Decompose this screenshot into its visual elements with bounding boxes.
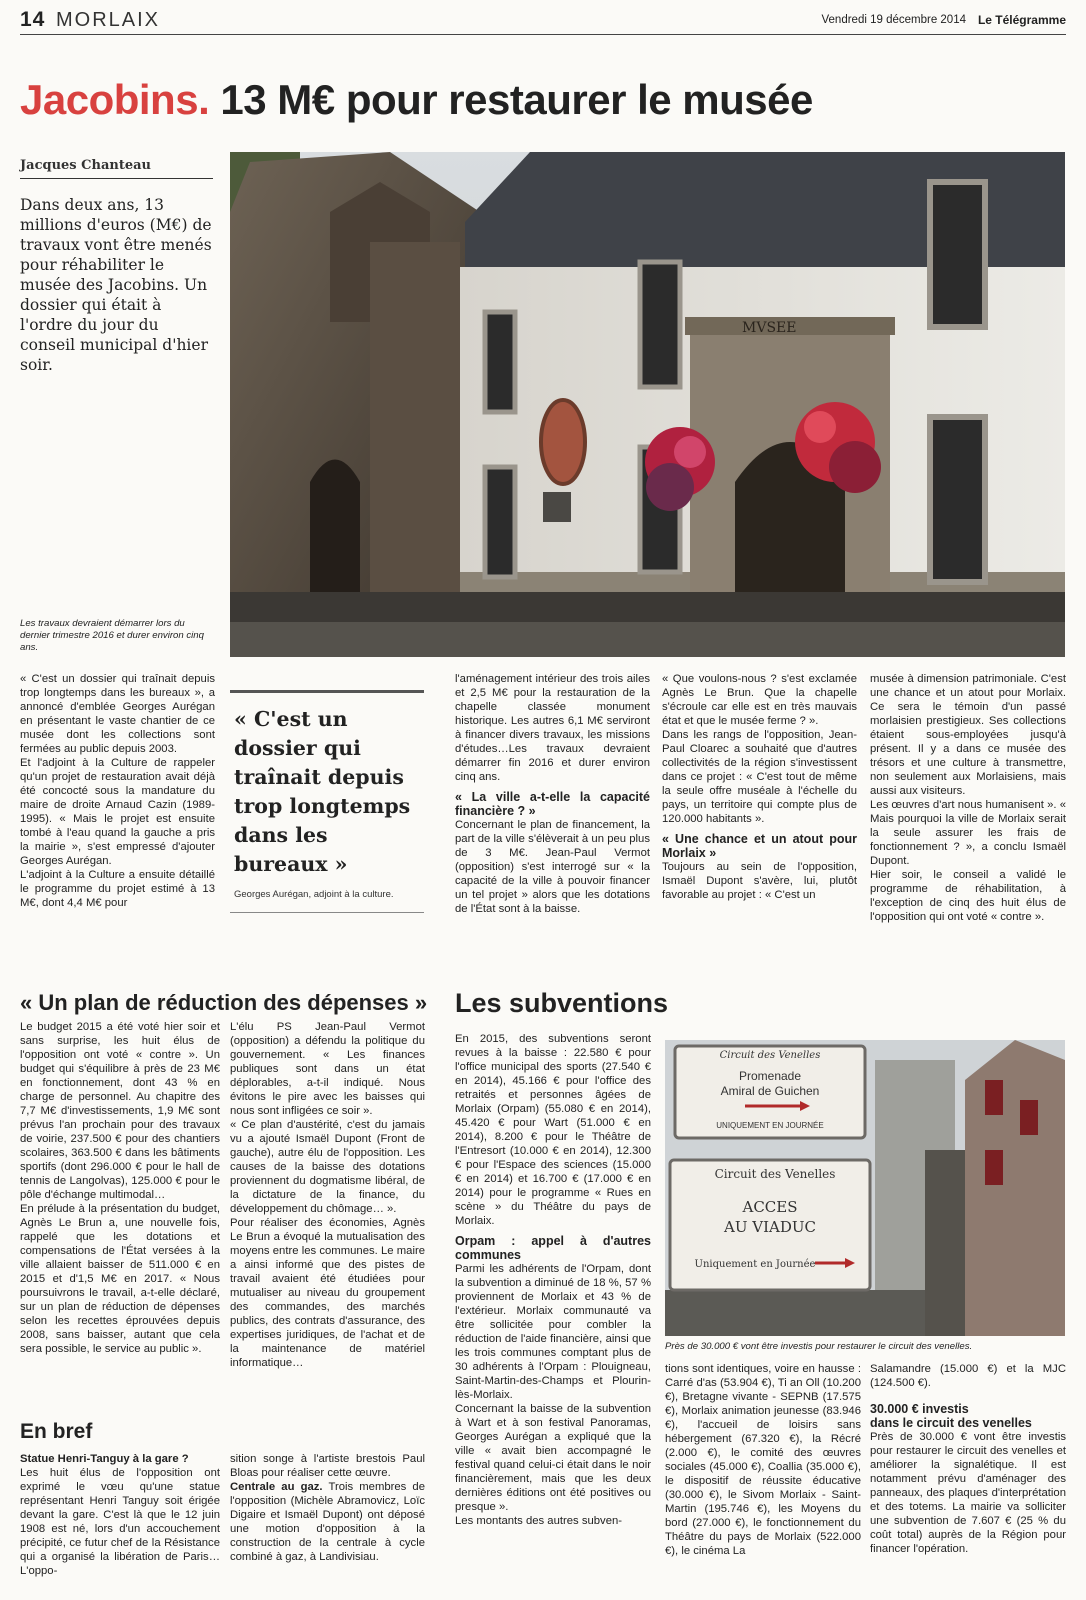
article-column-4: « Que voulons-nous ? s'est exclamée Agnès Le Brun. Que la chapelle s'écroule car elle est en très mauvais état et que le musée ferme ? ». Dans les rangs de l'opposition, Jean-Paul Cloarec a souhaité que d'autres collectivités de la région s'investissent dans ce projet : « C'est tout de même la seule offre muséale à l'échelle du pays, un territoire qui compte plus de 120.000 habitants ». « Une chance et un atout pour Morlaix » Toujours au sein de l'opposition, Ismaël Dupont s'avère, lui, plutôt favorable au projet : « C'est un (662, 673, 857, 901)
page-header (20, 6, 1066, 35)
brief-column-2: sition songe à l'artiste brestois Paul Bloas pour réaliser cette œuvre. Centrale au gaz. Trois membres de l'opposition (Michèle Abramovicz, Loïc Digaire et Ismaël Dupont) ont déposé une motion d'opposition à la construction de la centrale à cycle combiné à gaz, à Landivisiau. (230, 1453, 426, 1563)
museum-sign-text: MVSEE (742, 320, 797, 336)
sign2-line2: AU VIADUC (724, 1218, 816, 1236)
subsidies-title: Les subventions (455, 988, 669, 1018)
article-column-3: l'aménagement intérieur des trois ailes et 2,5 M€ pour la restauration de la chapelle classée monument historique. Les autres 6,1 M€ serviront à financer divers travaux, les missions d'études…Les travaux devraient démarrer fin 2016 et durer environ cinq ans. « La ville a-t-elle la capacité financière ? » Concernant le plan de financement, la part de la ville s'élèverait à un peu plus de 3 M€. Jean-Paul Vermot (opposition) s'est interrogé sur « la capacité de la ville à pouvoir financer un tel projet » alors que les dotations de l'État sont à la baisse. (455, 673, 650, 915)
subsidies-column-3: Salamandre (15.000 €) et la MJC (124.500 €). 30.000 € investis dans le circuit des venelles Près de 30.000 € vont être investis pour restaurer le circuit des venelles et améliorer la signalétique. Il est notamment prévu d'aménager des panneaux, des plaques d'interprétation et des totems. La mairie va solliciter une subvention de 7.607 € (25 % du coût total) auprès de la Région pour financer l'opération. (870, 1363, 1066, 1555)
brief-title: En bref (20, 1420, 93, 1443)
sign1-header: Circuit des Venelles (719, 1050, 821, 1061)
sign1-line2: Amiral de Guichen (720, 1084, 820, 1098)
sign1-line1: Promenade (738, 1069, 802, 1083)
pull-quote-text: « C'est un dossier qui traînait depuis trop longtemps dans les bureaux » (234, 707, 411, 876)
budget-title: « Un plan de réduction des dépenses » (20, 990, 428, 1015)
section-name: MORLAIX (56, 9, 161, 31)
pull-quote-source: Georges Aurégan, adjoint à la culture. (234, 889, 394, 900)
newspaper-name: Le Télégramme (977, 13, 1066, 27)
venelles-signs-photo (665, 1040, 1065, 1336)
headline (20, 76, 813, 124)
sign2-header: Circuit des Venelles (714, 1167, 836, 1181)
brief-column-1: Statue Henri-Tanguy à la gare ? Les huit élus de l'opposition ont exprimé le vœu qu'une statue représentant Henri Tanguy soit érigée devant la gare. C'est là que le 12 juin 1908 est né, lors d'un accouchement précipité, ce futur chef de la Résistance qui a organisé la libération de Paris… L'oppo- (20, 1453, 220, 1577)
article-lead: Dans deux ans, 13 millions d'euros (M€) de travaux vont être menés pour réhabiliter le musée des Jacobins. Un dossier qui était à l'ordre du jour du conseil municipal d'hier soir. (20, 196, 212, 374)
budget-column-2: L'élu PS Jean-Paul Vermot (opposition) a défendu la politique du gouvernement. « Les finances publiques sont dans un état déplorables, a-t-il indiqué. Nous évitons le pire avec les baisses qui nous sont infligées ce soir ». « Ce plan d'austérité, c'est du jamais vu a ajouté Ismaël Dupont (Front de gauche), autre élu de l'opposition. Les causes de la baisse des dotations proviennent du dogmatisme libéral, de la dictature de la finance, du développement du chômage… ». Pour réaliser des économies, Agnès Le Brun a évoqué la mutualisation des moyens entre les communes. Le maire a ainsi informé que des pistes de travail avaient été étudiées pour mutualiser au niveau du groupement des commandes, des marchés publics, des contrats d'assurance, des expertises juridiques, de l'achat et de la maintenance de matériel informatique… (230, 1021, 425, 1369)
headline-kicker: Jacobins. (20, 76, 210, 123)
sign1-footer: UNIQUEMENT EN JOURNÉE (716, 1121, 824, 1130)
pull-quote (230, 690, 424, 913)
budget-column-1: Le budget 2015 a été voté hier soir et sans surprise, les huit élus de l'opposition ont voté « contre ». Un budget qui s'équilibre à près de 23 M€ en fonctionnement, dont 43 % en charge de personnel. Au chapitre des 7,7 M€ d'investissements, 1,9 M€ sont prévus l'an prochain pour des travaux de voirie, 237.500 € pour des chantiers scolaires, 363.500 € dans les bâtiments sportifs (dont 296.000 € pour le hall de tennis de Langolvas), 125.000 € pour le pôle d'échange multimodal… En prélude à la présentation du budget, Agnès Le Brun a, une nouvelle fois, rappelé que les dotations et compensations de l'État versées à la ville allaient baisser de 511.000 € en 2015 et d'1,5 M€ en 2017. « Nous poursuivrons le travail, a-t-elle déclaré, sur un plan de réduction de dépenses selon les recettes éprouvées depuis 2008, sans baisser, autant que cela sera possible, le service au public ». (20, 1021, 220, 1355)
headline-title: 13 M€ pour restaurer le musée (220, 76, 813, 123)
subsidies-column-1: En 2015, des subventions seront revues à la baisse : 22.580 € pour l'office municipal des sports (27.540 € en 2014), 45.166 € pour l'office des retraités et personnes âgées de Morlaix (Orpam) (55.080 € en 2014), 45.420 € pour Wart (51.000 € en 2014), 8.200 € pour le Théâtre de l'Entresort (10.000 € en 2014), 12.300 € pour l'Espace des sciences (15.000 € en 2014) et 16.700 € (17.000 € en 2014) pour le programme « Rues en scène » du Théâtre du pays de Morlaix. Orpam : appel à d'autres communes Parmi les adhérents de l'Orpam, dont la subvention a diminué de 18 %, 57 % proviennent de Morlaix et 43 % de l'extérieur. Morlaix communauté va être sollicitée pour combler la réduction de l'aide financière, ainsi que les trois communes comptant plus de 30 adhérents à l'Orpam : Plouigneau, Saint-Martin-des-Champs et Plourin-lès-Morlaix. Concernant la baisse de la subvention à Wart et à son festival Panoramas, Georges Aurégan a expliqué que la ville « avait bien accompagné le festival quand celui-ci était dans le noir financièrement, mais que les deux dernières éditions ont été positives ou presque ». Les montants des autres subven- (455, 1033, 651, 1527)
publication-date: Vendredi 19 décembre 2014 (821, 14, 966, 26)
subsidies-column-2: tions sont identiques, voire en hausse : Carré d'as (53.904 €), Ti an Oll (10.200 €), Bretagne vivante - SEPNB (17.575 €), Morlaix animation jeunesse (83.946 €), l'accueil de loisirs sans hébergement (67.320 €), la Récré (2.000 €), le comité des œuvres sociales (45.000 €), Coallia (35.000 €), le dispositif de réussite éducative (30.000 €), le Sivom Morlaix - Saint-Martin (195.746 €), les Moyens du bord (27.000 €), le fonctionnement du Théâtre du pays de Morlaix (522.000 €), le cinéma La (665, 1363, 861, 1557)
article-column-1: « C'est un dossier qui traînait depuis trop longtemps dans les bureaux », a annoncé d'emblée Georges Aurégan en présentant le vaste chantier de ce musée dont les collections sont fermées au public depuis 2003. Et l'adjoint à la Culture de rappeler qu'un projet de restauration avait déjà été concocté sous la mandature du maire de droite Arnaud Cazin (1989-1995). « Mais le projet est ensuite tombé à l'eau quand la gauche a pris la mairie », s'est empressé d'ajouter Georges Aurégan. L'adjoint à la Culture a ensuite détaillé le programme du projet estimé à 13 M€, dont 4,4 M€ pour (20, 673, 215, 909)
venelles-photo-caption: Près de 30.000 € vont être investis pour restaurer le circuit des venelles. (665, 1341, 973, 1352)
sign2-footer: Uniquement en Journée (694, 1259, 816, 1270)
article-column-5: musée à dimension patrimoniale. C'est une chance et un atout pour Morlaix. Ce sera le témoin d'un passé morlaisien prestigieux. Ses collections étaient sous-employées jusqu'à présent. Il y a dans ce musée des trésors et une culture à transmettre, non seulement aux Morlaisiens, mais aussi aux visiteurs. Les œuvres d'art nous humanisent ». « Mais pourquoi la ville de Morlaix serait la seule assurer les frais de fonctionnement ? », a conclu Ismaël Dupont. Hier soir, le conseil a validé le programme de réhabilitation, à l'exception de cinq des huit élus de l'opposition qui ont voté « contre ». (870, 673, 1066, 923)
byline: Jacques Chanteau (20, 158, 213, 179)
museum-photo (230, 152, 1065, 657)
page-number: 14 (20, 8, 46, 31)
sign2-line1: ACCES (742, 1198, 798, 1216)
photo-caption: Les travaux devraient démarrer lors du dernier trimestre 2016 et durer environ cinq ans. (20, 618, 204, 653)
